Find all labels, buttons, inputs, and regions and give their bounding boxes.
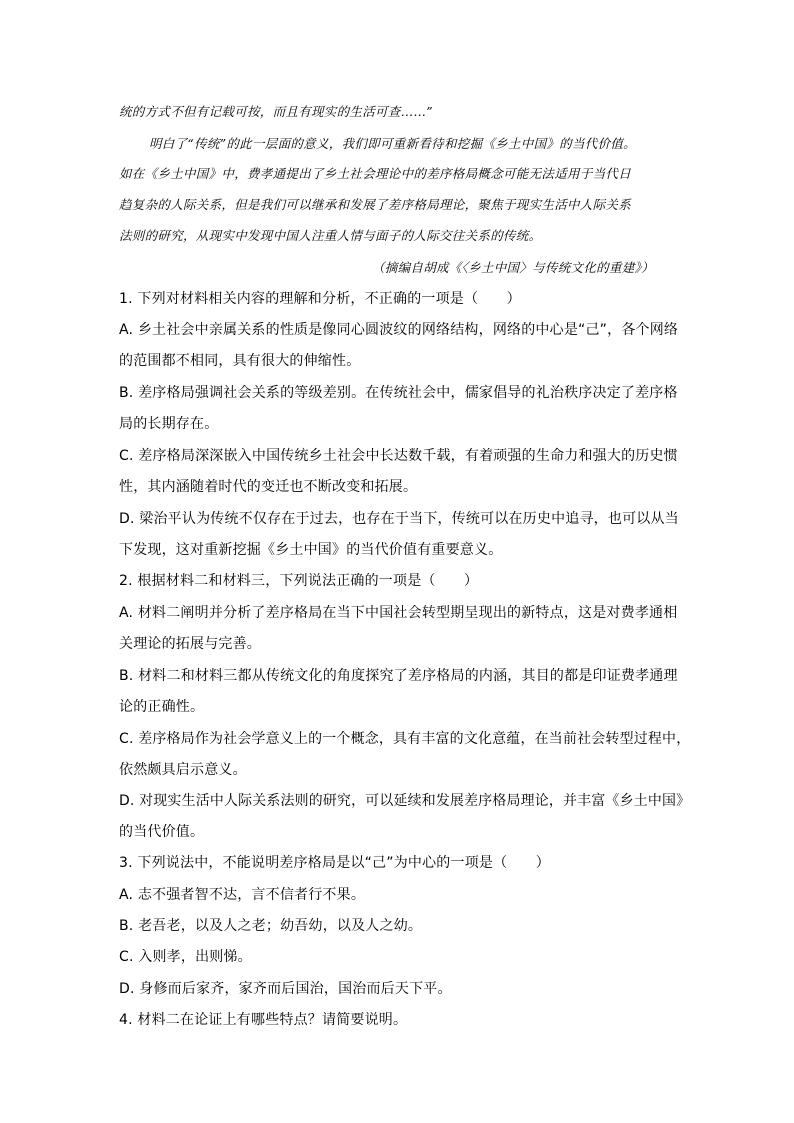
question-stem: 2. 根据材料二和材料三，下列说法正确的一项是（ ） xyxy=(119,573,479,589)
option-c-continued: 依然颇具启示意义。 xyxy=(119,762,247,778)
question-stem: 4. 材料二在论证上有哪些特点？请简要说明。 xyxy=(119,1012,408,1028)
option-c: C. 入则孝，出则悌。 xyxy=(119,949,252,965)
option-c-continued: 性，其内涵随着时代的变迁也不断改变和拓展。 xyxy=(119,479,418,495)
option-a-continued: 的范围都不相同，具有很大的伸缩性。 xyxy=(119,353,361,369)
question-stem: 3. 下列说法中，不能说明差序格局是以“己”为中心的一项是（ ） xyxy=(119,855,550,871)
option-c: C. 差序格局作为社会学意义上的一个概念，具有丰富的文化意蕴，在当前社会转型过程中， xyxy=(119,731,691,747)
option-d-continued: 的当代价值。 xyxy=(119,824,205,840)
passage-paragraph-start: 明白了“传统”的此一层面的意义，我们即可重新看待和挖掘《乡土中国》的当代价值。 xyxy=(149,136,636,151)
passage-line: 如在《乡土中国》中，费孝通提出了乡土社会理论中的差序格局概念可能无法适用于当代日 xyxy=(119,166,632,181)
option-b: B. 差序格局强调社会关系的等级差别。在传统社会中，儒家倡导的礼治秩序决定了差序格 xyxy=(119,385,678,401)
option-b: B. 老吾老，以及人之老；幼吾幼，以及人之幼。 xyxy=(119,918,423,934)
question-stem: 1. 下列对材料相关内容的理解和分析，不正确的一项是（ ） xyxy=(119,291,521,307)
option-d: D. 身修而后家齐，家齐而后国治，国治而后天下平。 xyxy=(119,981,452,997)
option-d-continued: 下发现，这对重新挖掘《乡土中国》的当代价值有重要意义。 xyxy=(119,542,503,558)
option-b-continued: 局的长期存在。 xyxy=(119,416,219,432)
option-b-continued: 论的正确性。 xyxy=(119,699,205,715)
option-d: D. 对现实生活中人际关系法则的研究，可以延续和发展差序格局理论，并丰富《乡土中国》 xyxy=(119,793,691,809)
option-c: C. 差序格局深深嵌入中国传统乡土社会中长达数千载，有着顽强的生命力和强大的历史惯 xyxy=(119,448,678,464)
passage-line: 趋复杂的人际关系，但是我们可以继承和发展了差序格局理论，聚焦于现实生活中人际关系 xyxy=(119,197,632,212)
option-a: A. 乡土社会中亲属关系的性质是像同心圆波纹的网络结构，网络的中心是“己”，各个网络 xyxy=(119,322,679,338)
option-a-continued: 关理论的拓展与完善。 xyxy=(119,636,261,652)
passage-line: 法则的研究，从现实中发现中国人注重人情与面子的人际交往关系的传统。 xyxy=(119,228,542,243)
option-a: A. 志不强者智不达，言不信者行不果。 xyxy=(119,887,366,903)
option-d: D. 梁治平认为传统不仅存在于过去，也存在于当下，传统可以在历史中追寻，也可以从当 xyxy=(119,511,679,527)
option-a: A. 材料二阐明并分析了差序格局在当下中国社会转型期呈现出的新特点，这是对费孝通相 xyxy=(119,605,678,621)
passage-line: 统的方式不但有记载可按，而且有现实的生活可查……” xyxy=(119,104,433,119)
option-b: B. 材料二和材料三都从传统文化的角度探究了差序格局的内涵，其目的都是印证费孝通理 xyxy=(119,668,678,684)
passage-source: （摘编自胡成《〈乡土中国〉与传统文化的重建》） xyxy=(372,260,654,275)
